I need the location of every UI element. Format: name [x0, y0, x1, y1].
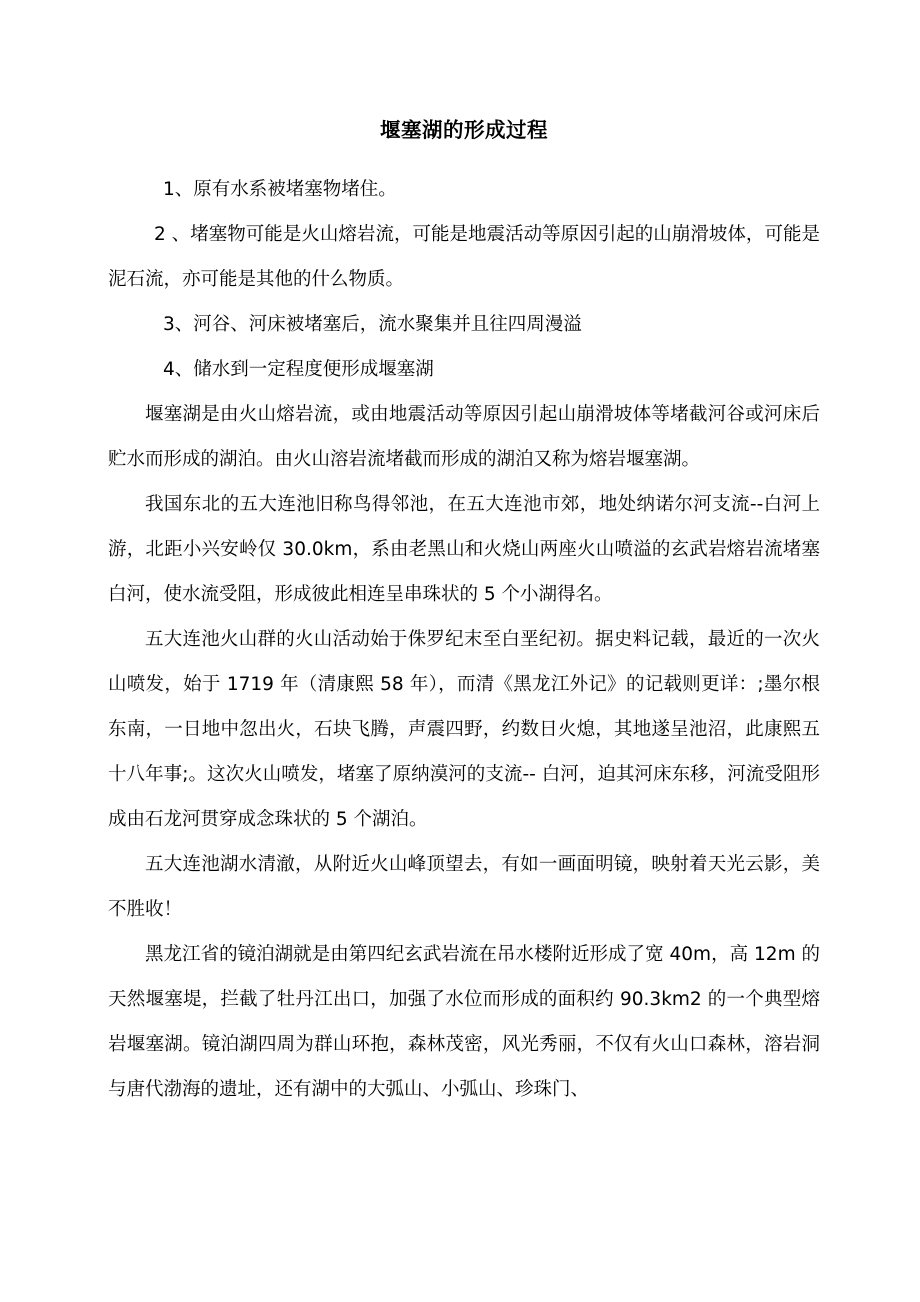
paragraph-1: 1、原有水系被堵塞物堵住。 — [163, 178, 397, 200]
document-body — [108, 0, 820, 1112]
page-title: 堰塞湖的形成过程 — [380, 118, 548, 142]
paragraph-6: 我国东北的五大连池旧称鸟得邻池，在五大连池市郊，地处纳诺尔河支流--白河上游，北距小兴安岭仅 30.0km，系由老黑山和火烧山两座火山喷溢的玄武岩熔岩流堵塞白河，使水流受阻，形成彼此相连呈串珠状的 5 个小湖得名。 — [108, 493, 820, 605]
paragraph-3: 3、河谷、河床被堵塞后，流水聚集并且往四周漫溢 — [163, 313, 582, 335]
paragraph-5: 堰塞湖是由火山熔岩流，或由地震活动等原因引起山崩滑坡体等堵截河谷或河床后贮水而形成的湖泊。由火山溶岩流堵截而形成的湖泊又称为熔岩堰塞湖。 — [108, 403, 820, 470]
paragraph-2: 2 、堵塞物可能是火山熔岩流，可能是地震活动等原因引起的山崩滑坡体，可能是泥石流，亦可能是其他的什么物质。 — [108, 223, 820, 290]
paragraph-9: 黑龙江省的镜泊湖就是由第四纪玄武岩流在吊水楼附近形成了宽 40m，高 12m 的天然堰塞堤，拦截了牡丹江出口，加强了水位而形成的面积约 90.3km2 的一个典型熔岩堰塞湖。镜泊湖四周为群山环抱，森林茂密，风光秀丽，不仅有火山口森林，溶岩洞与唐代渤海的遗址，还有湖中的大弧山、小弧山、珍珠门、 — [108, 943, 820, 1100]
paragraph-7: 五大连池火山群的火山活动始于侏罗纪末至白垩纪初。据史料记载，最近的一次火山喷发，始于 1719 年（清康熙 58 年），而清《黑龙江外记》的记载则更详：;墨尔根东南，一日地中忽出火，石块飞腾，声震四野，约数日火熄，其地遂呈池沼，此康熙五十八年事;。这次火山喷发，堵塞了原纳漠河的支流-- 白河，迫其河床东移，河流受阻形成由石龙河贯穿成念珠状的 5 个湖泊。 — [108, 628, 820, 830]
paragraph-8: 五大连池湖水清澈，从附近火山峰顶望去，有如一画面明镜，映射着天光云影，美不胜收！ — [108, 853, 820, 920]
paragraph-4: 4、储水到一定程度便形成堰塞湖 — [163, 358, 434, 380]
